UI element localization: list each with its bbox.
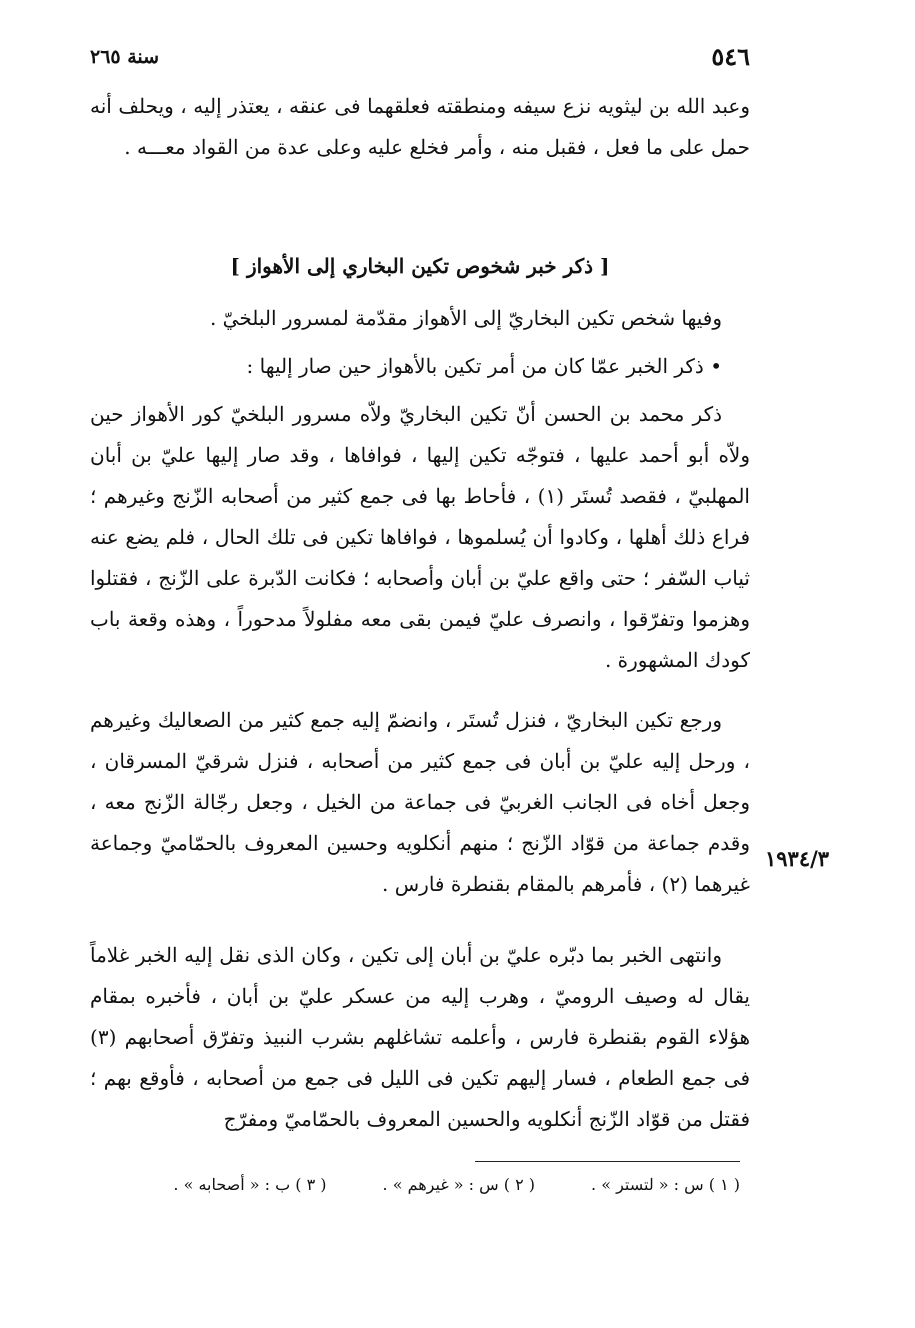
paragraph-text: ورجع تكين البخاريّ ، فنزل تُستَر ، وانضمّ إليه جمع كثير من الصعاليك وغيرهم ، ورحل إليه عليّ بن أبان فى جمع كثير من أصحابه ، فنزل شرقيّ المسرقان ، وجعل أخاه فى الجانب الغربيّ فى جماعة من الخيل ، وجعل رجّالة الزّنج معه ، وقدم جماعة من قوّاد الزّنج ؛ منهم أنكلويه وحسين المعروف بالحمّاميّ وجماعة غيرهما (٢) ، فأمرهم بالمقام بقنطرة فارس . [90,708,750,896]
paragraph-text: وفيها شخص تكين البخاريّ إلى الأهواز مقدّمة لمسرور البلخيّ . [209,306,722,330]
section-heading: [ ذكر خبر شخوص تكين البخاري إلى الأهواز ] [230,254,610,278]
margin-reference: ١٩٣٤/٣ [765,846,830,871]
page-number: ٥٤٦ [711,42,750,71]
paragraph-opening [90,86,750,168]
running-head-year: سنة ٢٦٥ [90,46,160,68]
paragraph-main-1 [90,394,750,681]
footnote-3: ( ٣ ) ب : « أصحابه » . [173,1175,327,1194]
page-header [90,42,750,76]
paragraph-subheading [90,346,750,387]
footnote-2: ( ٢ ) س : « غيرهم » . [382,1175,536,1194]
paragraph-text: وعبد الله بن ليثويه نزع سيفه ومنطقته فعلقهما فى عنقه ، يعتذر إليه ، ويحلف أنه حمل على ما فعل ، فقبل منه ، وأمر فخلع عليه وعلى عدة من القواد معـــه . [90,94,750,159]
paragraph-text: وانتهى الخبر بما دبّره عليّ بن أبان إلى تكين ، وكان الذى نقل إليه الخبر غلاماً يقال له وصيف الروميّ ، وهرب إليه من عسكر عليّ بن أبان ، فأخبره بمقام هؤلاء القوم بقنطرة فارس ، وأعلمه تشاغلهم بشرب النبيذ وتفرّق أصحابهم (٣) فى جمع الطعام ، فسار إليهم تكين فى الليل فى جمع من أصحابه ، فأوقع بهم ؛ فقتل من قوّاد الزّنج أنكلويه والحسين المعروف بالحمّاميّ ومفرّج [90,943,750,1131]
paragraph-intro [90,298,750,339]
paragraph-main-2 [90,700,750,905]
paragraph-main-3 [90,935,750,1140]
footnote-divider [475,1161,740,1162]
paragraph-text: • ذكر الخبر عمّا كان من أمر تكين بالأهواز حين صار إليها : [246,354,722,378]
footnotes [90,1175,740,1194]
paragraph-text: ذكر محمد بن الحسن أنّ تكين البخاريّ ولاّه مسرور البلخيّ كور الأهواز حين ولاّه أبو أحمد عليها ، فتوجّه تكين إليها ، فوافاها ، وقد صار إليها عليّ بن أبان المهلبيّ ، فقصد تُستَر (١) ، فأحاط بها فى جمع كثير من أصحابه الزّنج وغيرهم ؛ فراع ذلك أهلها ، وكادوا أن يُسلموها ، فوافاها تكين فى تلك الحال ، فلم يضع عنه ثياب السّفر ؛ حتى واقع عليّ بن أبان وأصحابه ؛ فكانت الدّبرة على الزّنج ، فقتلوا وهزموا وتفرّقوا ، وانصرف عليّ فيمن بقى معه مفلولاً مدحوراً ، وهذه وقعة باب كودك المشهورة . [90,402,750,672]
footnote-1: ( ١ ) س : « لتستر » . [591,1175,740,1194]
